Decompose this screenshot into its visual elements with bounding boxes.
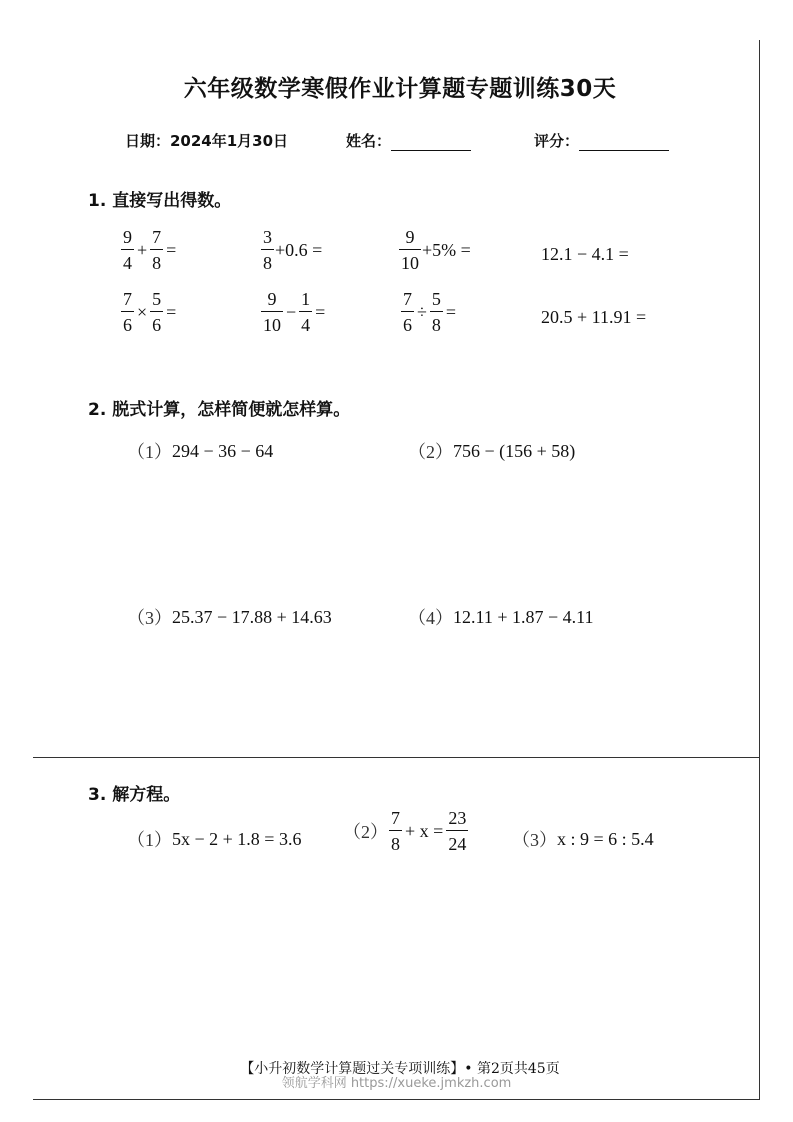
score-label: 评分： xyxy=(534,132,580,150)
equation-3 xyxy=(512,826,654,852)
item-label: （3） xyxy=(512,830,557,850)
name-field xyxy=(346,130,471,151)
oral-question-1: $\frac{9}{4}$ + $\frac{7}{8}$ = xyxy=(123,227,177,273)
section1-heading: 1. 直接写出得数。 xyxy=(88,191,232,211)
oral-question-5: $\frac{7}{6}$ × $\frac{5}{6}$ = xyxy=(123,289,177,335)
oral-question-7: $\frac{7}{6}$ ÷ $\frac{5}{8}$ = xyxy=(403,289,457,335)
fraction: $\frac{3}{8}$ xyxy=(263,227,272,273)
calc-item-1 xyxy=(127,438,273,464)
page-footer: 【小升初数学计算题过关专项训练】• 第2页共45页 xyxy=(240,1061,560,1077)
score-blank[interactable] xyxy=(579,132,669,151)
fraction: $\frac{7}{8}$ xyxy=(391,808,400,854)
calc-item-2 xyxy=(408,438,575,464)
fraction: $\frac{9}{10}$ xyxy=(263,289,281,335)
score-field xyxy=(534,130,669,151)
bottom-border-line xyxy=(33,1099,760,1100)
page-title: 六年级数学寒假作业计算题专题训练30天 xyxy=(183,76,617,102)
oral-question-3: $\frac{9}{10}$ +5% = xyxy=(401,227,471,273)
equation-1 xyxy=(127,826,301,852)
fraction: $\frac{9}{4}$ xyxy=(123,227,132,273)
oral-question-8: 20.5 + 11.91 = xyxy=(541,307,647,327)
item-label: （2） xyxy=(408,442,453,462)
equation-2: （2） $\frac{7}{8}$ + x = $\frac{23}{24}$ xyxy=(343,808,467,854)
oral-question-4: 12.1 − 4.1 = xyxy=(541,244,629,264)
name-label: 姓名： xyxy=(346,132,392,150)
equation-expression: 5x − 2 + 1.8 = 3.6 xyxy=(172,828,302,849)
fraction: $\frac{23}{24}$ xyxy=(448,808,467,854)
item-expression: 25.37 − 17.88 + 14.63 xyxy=(172,606,332,627)
section-divider xyxy=(33,757,760,758)
item-expression: 756 − (156 + 58) xyxy=(453,440,576,461)
fraction: $\frac{7}{6}$ xyxy=(403,289,412,335)
fraction: $\frac{7}{6}$ xyxy=(123,289,132,335)
watermark: 领航学科网 https://xueke.jmkzh.com xyxy=(281,1076,512,1091)
item-label: （4） xyxy=(408,608,453,628)
oral-question-2: $\frac{3}{8}$ +0.6 = xyxy=(263,227,323,273)
item-label: （1） xyxy=(127,442,172,462)
item-expression: 294 − 36 − 64 xyxy=(172,440,274,461)
calc-item-3 xyxy=(127,604,332,630)
fraction: $\frac{5}{6}$ xyxy=(152,289,162,335)
item-expression: 12.11 + 1.87 − 4.11 xyxy=(453,606,594,627)
fraction: $\frac{5}{8}$ xyxy=(431,289,441,335)
fraction: $\frac{7}{8}$ xyxy=(152,227,162,273)
right-border-line xyxy=(759,40,760,1100)
section2-heading: 2. 脱式计算，怎样简便就怎样算。 xyxy=(88,400,351,420)
item-label: （1） xyxy=(127,830,172,850)
item-label: （3） xyxy=(127,608,172,628)
equation-expression: x : 9 = 6 : 5.4 xyxy=(557,828,654,849)
fraction: $\frac{1}{4}$ xyxy=(301,289,311,335)
section3-heading: 3. 解方程。 xyxy=(88,785,181,805)
fraction: $\frac{9}{10}$ xyxy=(401,227,419,273)
date-field: 日期：2024年1月30日 xyxy=(125,132,289,150)
oral-question-6: $\frac{9}{10}$ − $\frac{1}{4}$ = xyxy=(263,289,326,335)
item-label: （2） xyxy=(343,822,388,842)
calc-item-4 xyxy=(408,604,593,630)
name-blank[interactable] xyxy=(391,132,471,151)
